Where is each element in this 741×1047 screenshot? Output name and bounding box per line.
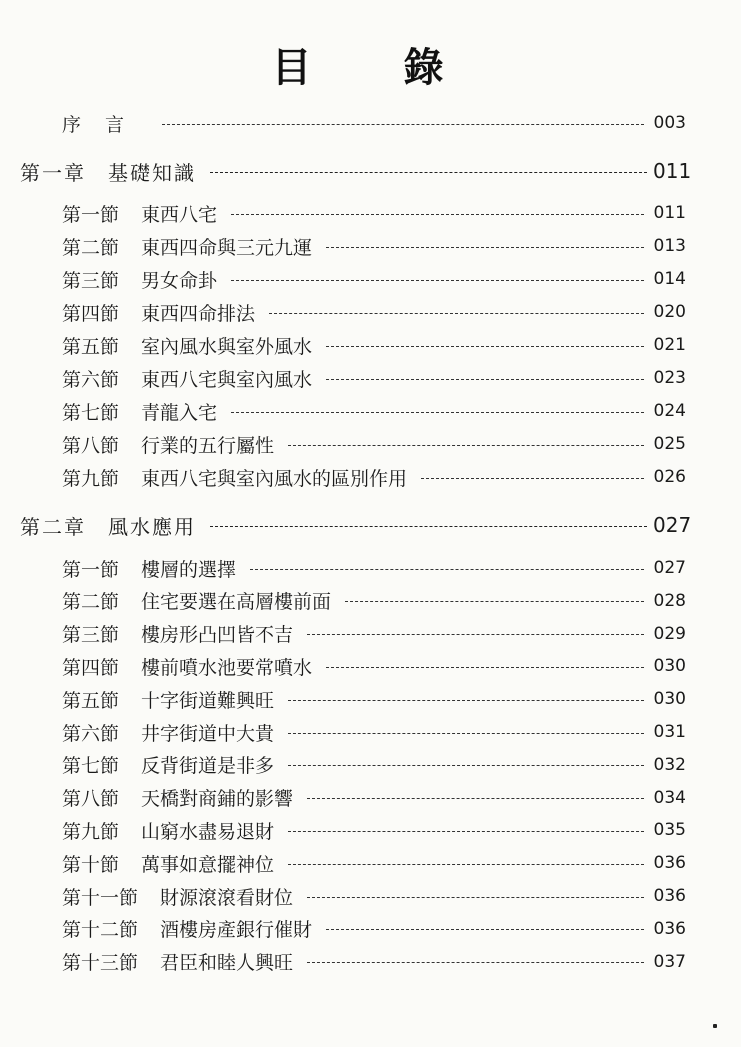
section-label: 第四節 — [62, 656, 120, 679]
toc-page-number: 003 — [653, 113, 686, 133]
toc-section-entry[interactable] — [62, 881, 686, 911]
toc-section-entry[interactable] — [62, 553, 686, 583]
section-label: 第六節 — [62, 368, 120, 391]
section-label: 第十三節 — [62, 952, 139, 975]
section-title: 住宅要選在高層樓前面 — [141, 591, 332, 614]
section-page-number: 026 — [653, 467, 686, 487]
section-title: 樓前噴水池要常噴水 — [141, 656, 313, 679]
section-page-number: 035 — [653, 820, 686, 841]
leader-dots — [210, 526, 647, 527]
toc-section-entry[interactable] — [62, 586, 686, 616]
section-page-number: 029 — [653, 623, 686, 644]
toc-entry-preface[interactable] — [62, 108, 686, 138]
section-page-number: 014 — [653, 269, 686, 289]
toc-section-entry[interactable] — [62, 297, 686, 327]
section-page-number: 036 — [653, 886, 686, 906]
section-label: 第二節 — [62, 236, 120, 259]
chapter-page-number: 027 — [653, 513, 692, 537]
toc-section-entry[interactable] — [62, 651, 686, 681]
leader-dots — [421, 478, 644, 479]
leader-dots — [326, 379, 644, 380]
leader-dots — [307, 962, 644, 963]
section-label: 第三節 — [62, 269, 120, 292]
chapter-title: 基礎知識 — [108, 160, 196, 185]
section-page-number: 020 — [653, 302, 686, 322]
section-page-number: 023 — [653, 368, 686, 388]
leader-dots — [307, 798, 644, 799]
section-label: 第三節 — [62, 624, 120, 647]
toc-section-entry[interactable] — [62, 198, 686, 228]
toc-section-entry[interactable] — [62, 462, 686, 492]
chapter-page-number: 011 — [653, 159, 692, 183]
section-page-number: 024 — [653, 401, 686, 421]
section-page-number: 036 — [653, 853, 686, 874]
section-page-number: 031 — [653, 722, 686, 742]
section-page-number: 028 — [653, 590, 686, 611]
toc-section-entry[interactable] — [62, 815, 686, 845]
page-title: 目 錄 — [271, 45, 470, 91]
section-label: 第一節 — [62, 558, 120, 581]
leader-dots — [231, 280, 644, 281]
section-title: 東西四命與三元九運 — [141, 236, 313, 259]
section-title: 反背街道是非多 — [141, 755, 275, 778]
section-page-number: 030 — [653, 656, 686, 677]
section-page-number: 030 — [653, 689, 686, 710]
section-title: 男女命卦 — [141, 269, 218, 292]
leader-dots — [345, 601, 644, 602]
section-label: 第五節 — [62, 689, 120, 712]
leader-dots — [326, 247, 644, 248]
chapter-label: 第一章 — [20, 160, 86, 185]
toc-entry-label: 序言 — [62, 113, 149, 136]
section-title: 樓層的選擇 — [141, 558, 237, 581]
chapter-label: 第二章 — [20, 514, 86, 539]
leader-dots — [288, 445, 644, 446]
toc-section-entry[interactable] — [62, 429, 686, 459]
section-title: 東西四命排法 — [141, 302, 256, 325]
leader-dots — [231, 214, 644, 215]
toc-section-entry[interactable] — [62, 783, 686, 813]
leader-dots — [162, 124, 644, 125]
section-page-number: 011 — [653, 203, 686, 223]
chapter-title: 風水應用 — [108, 514, 196, 539]
toc-section-entry[interactable] — [62, 363, 686, 393]
section-title: 君臣和睦人興旺 — [160, 952, 294, 975]
toc-section-entry[interactable] — [62, 717, 686, 747]
section-title: 室內風水與室外風水 — [141, 335, 313, 358]
section-title: 東西八宅與室內風水 — [141, 368, 313, 391]
toc-section-entry[interactable] — [62, 396, 686, 426]
section-label: 第一節 — [62, 203, 120, 226]
section-page-number: 021 — [653, 335, 686, 355]
section-title: 天橋對商鋪的影響 — [141, 788, 294, 811]
leader-dots — [326, 667, 644, 668]
section-title: 十字街道難興旺 — [141, 689, 275, 712]
section-label: 第十節 — [62, 853, 120, 876]
toc-chapter-1[interactable] — [20, 156, 692, 186]
section-title: 井字街道中大貴 — [141, 722, 275, 745]
toc-section-entry[interactable] — [62, 947, 686, 977]
section-page-number: 036 — [653, 918, 686, 939]
leader-dots — [210, 172, 647, 173]
section-label: 第九節 — [62, 820, 120, 843]
toc-chapter-2[interactable] — [20, 510, 692, 540]
section-page-number: 013 — [653, 236, 686, 256]
section-label: 第五節 — [62, 335, 120, 358]
toc-section-entry[interactable] — [62, 330, 686, 360]
leader-dots — [307, 897, 644, 898]
section-title: 青龍入宅 — [141, 401, 218, 424]
section-page-number: 034 — [653, 787, 686, 808]
section-page-number: 027 — [653, 558, 686, 578]
leader-dots — [288, 864, 644, 865]
toc-section-entry[interactable] — [62, 619, 686, 649]
toc-section-entry[interactable] — [62, 684, 686, 714]
leader-dots — [288, 831, 644, 832]
leader-dots — [288, 700, 644, 701]
section-label: 第十一節 — [62, 886, 139, 909]
section-title: 萬事如意擺神位 — [141, 853, 275, 876]
section-title: 行業的五行屬性 — [141, 434, 275, 457]
toc-section-entry[interactable] — [62, 231, 686, 261]
section-label: 第七節 — [62, 401, 120, 424]
toc-section-entry[interactable] — [62, 848, 686, 878]
section-label: 第六節 — [62, 722, 120, 745]
leader-dots — [326, 346, 644, 347]
toc-section-entry[interactable] — [62, 750, 686, 780]
section-label: 第八節 — [62, 434, 120, 457]
leader-dots — [231, 412, 644, 413]
section-label: 第七節 — [62, 755, 120, 778]
section-page-number: 025 — [653, 434, 686, 454]
section-title: 東西八宅與室內風水的區別作用 — [141, 467, 408, 490]
section-title: 財源滾滾看財位 — [160, 886, 294, 909]
leader-dots — [307, 634, 644, 635]
section-title: 樓房形凸凹皆不吉 — [141, 624, 294, 647]
leader-dots — [288, 765, 644, 766]
toc-section-entry[interactable] — [62, 914, 686, 944]
section-page-number: 037 — [653, 951, 686, 972]
section-page-number: 032 — [653, 754, 686, 775]
leader-dots — [288, 733, 644, 734]
scan-speck — [713, 1024, 717, 1028]
leader-dots — [269, 313, 644, 314]
section-label: 第十二節 — [62, 919, 139, 942]
section-title: 酒樓房產銀行催財 — [160, 919, 313, 942]
section-label: 第四節 — [62, 302, 120, 325]
leader-dots — [250, 569, 644, 570]
section-title: 山窮水盡易退財 — [141, 820, 275, 843]
section-label: 第八節 — [62, 788, 120, 811]
section-label: 第九節 — [62, 467, 120, 490]
toc-section-entry[interactable] — [62, 264, 686, 294]
section-title: 東西八宅 — [141, 203, 218, 226]
section-label: 第二節 — [62, 591, 120, 614]
leader-dots — [326, 929, 644, 930]
